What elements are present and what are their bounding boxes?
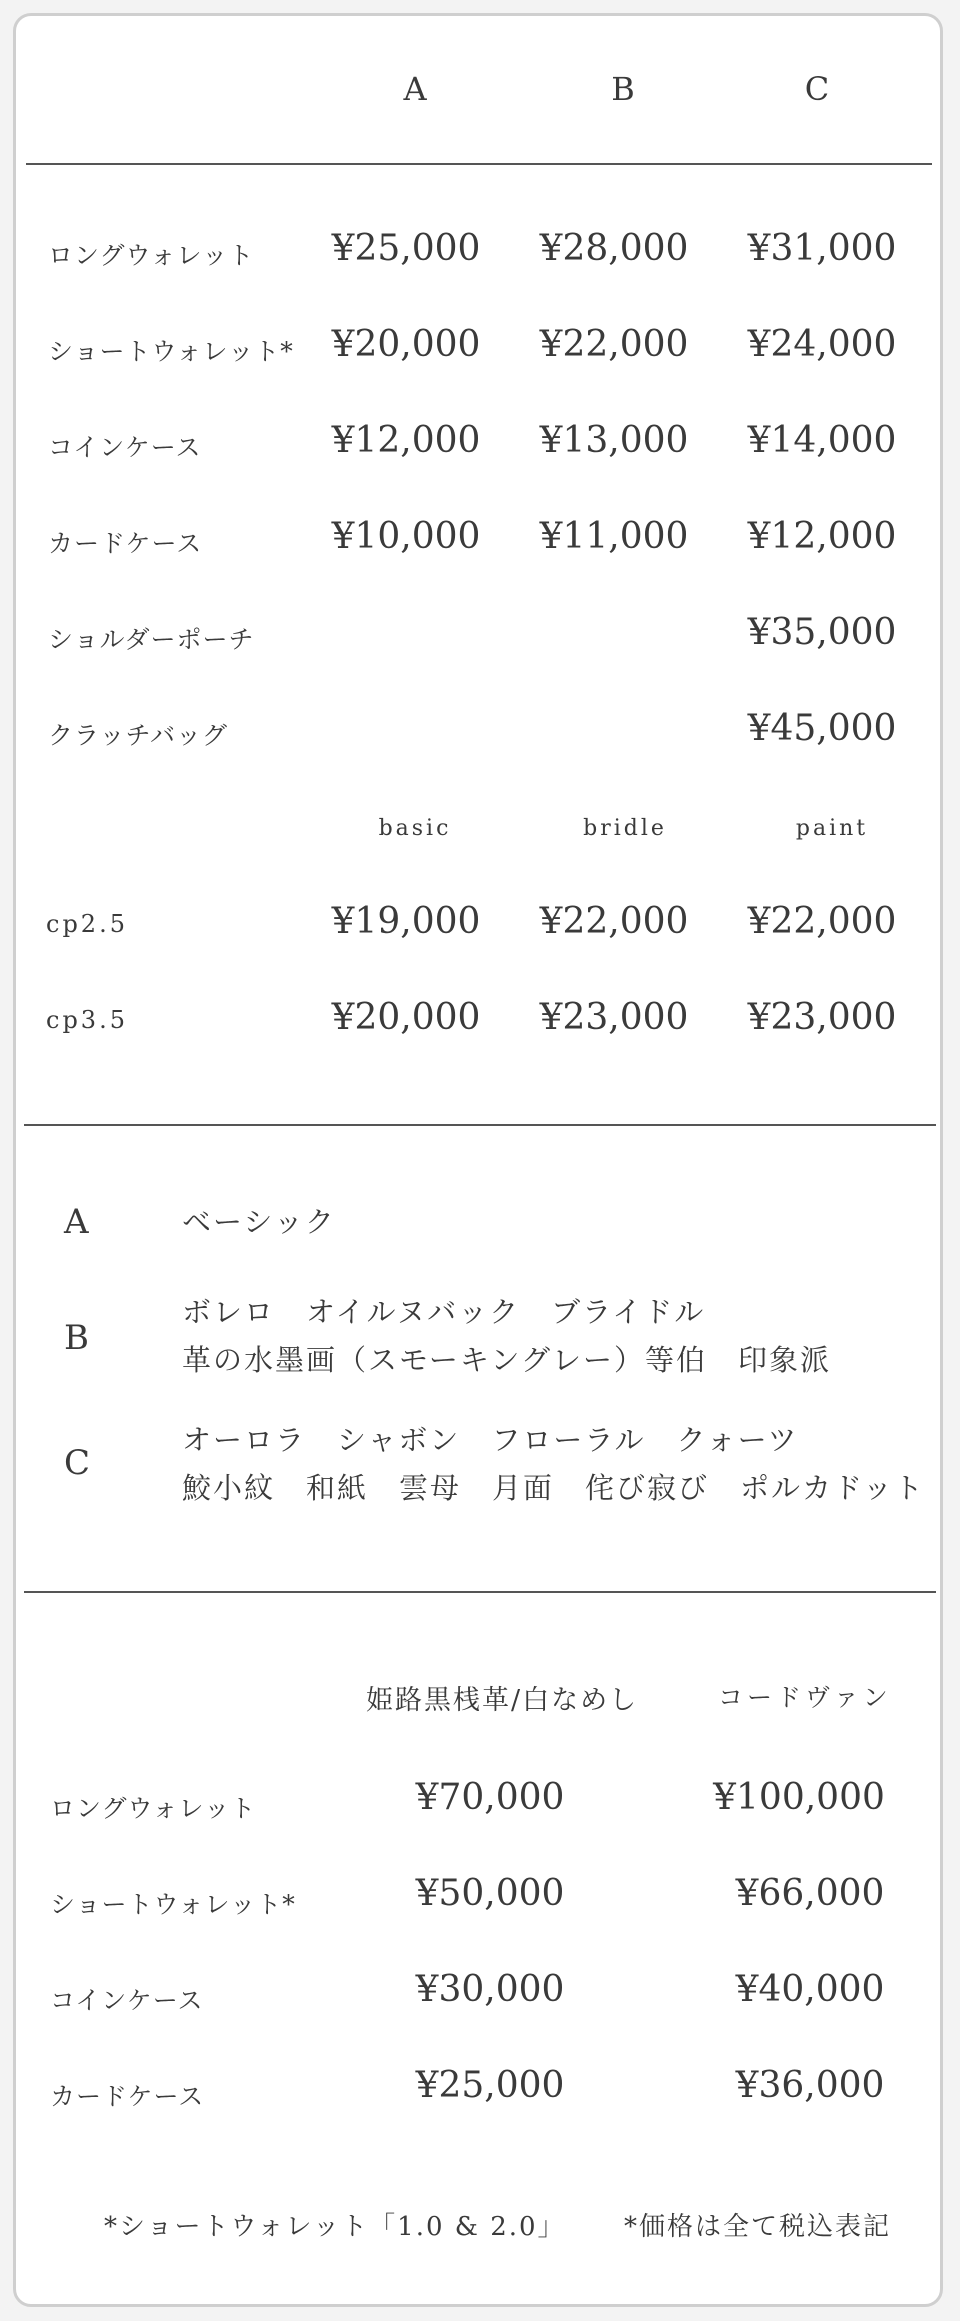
row-label: ショートウォレット* xyxy=(48,337,294,366)
price-cell: ¥70,000 xyxy=(415,1777,565,1818)
row-label: クラッチバッグ xyxy=(48,721,229,750)
price-cell: ¥22,000 xyxy=(539,324,689,365)
legend-text: ボレロ オイルヌバック ブライドル xyxy=(182,1295,706,1329)
price-cell: ¥35,000 xyxy=(747,612,897,653)
table2-header-himeji: 姫路黒桟革/白なめし xyxy=(366,1685,639,1716)
price-cell: ¥22,000 xyxy=(747,901,897,942)
legend-key-c: C xyxy=(64,1443,91,1483)
price-cell: ¥14,000 xyxy=(747,420,897,461)
legend-key-b: B xyxy=(64,1318,89,1358)
sub-header-paint: paint xyxy=(795,816,869,841)
price-cell: ¥11,000 xyxy=(539,516,689,557)
price-cell: ¥10,000 xyxy=(331,516,481,557)
price-cell: ¥36,000 xyxy=(735,2065,885,2106)
price-cell: ¥23,000 xyxy=(747,997,897,1038)
price-cell: ¥12,000 xyxy=(331,420,481,461)
legend-text: ベーシック xyxy=(182,1205,336,1239)
divider xyxy=(24,1124,936,1126)
row-label: ショートウォレット* xyxy=(50,1890,296,1919)
sub-header-bridle: bridle xyxy=(583,816,667,841)
row-label: cp3.5 xyxy=(46,1006,128,1034)
price-cell: ¥45,000 xyxy=(747,708,897,749)
table1-header-b: B xyxy=(611,70,635,108)
row-label: cp2.5 xyxy=(46,910,128,938)
price-cell: ¥30,000 xyxy=(415,1969,565,2010)
footnote-tax: *価格は全て税込表記 xyxy=(624,2212,892,2242)
price-cell: ¥12,000 xyxy=(747,516,897,557)
price-cell: ¥100,000 xyxy=(713,1777,885,1818)
price-cell: ¥20,000 xyxy=(331,324,481,365)
price-cell: ¥25,000 xyxy=(331,228,481,269)
row-label: カードケース xyxy=(50,2082,205,2111)
price-cell: ¥24,000 xyxy=(747,324,897,365)
price-cell: ¥22,000 xyxy=(539,901,689,942)
price-cell: ¥20,000 xyxy=(331,997,481,1038)
price-cell: ¥28,000 xyxy=(539,228,689,269)
price-cell: ¥50,000 xyxy=(415,1873,565,1914)
row-label: コインケース xyxy=(50,1986,204,2015)
table1-header-a: A xyxy=(403,70,427,108)
divider xyxy=(26,163,932,165)
price-cell: ¥31,000 xyxy=(747,228,897,269)
legend-text: オーロラ シャボン フローラル クォーツ xyxy=(182,1423,799,1457)
price-cell: ¥23,000 xyxy=(539,997,689,1038)
legend-text: 鮫小紋 和紙 雲母 月面 侘び寂び ポルカドット xyxy=(182,1471,925,1505)
row-label: カードケース xyxy=(48,529,203,558)
price-cell: ¥25,000 xyxy=(415,2065,565,2106)
row-label: コインケース xyxy=(48,433,202,462)
table1-header-c: C xyxy=(804,70,830,108)
legend-key-a: A xyxy=(64,1202,89,1242)
table2-header-cordovan: コードヴァン xyxy=(718,1683,892,1712)
price-cell: ¥19,000 xyxy=(331,901,481,942)
divider xyxy=(24,1591,936,1593)
sub-header-basic: basic xyxy=(378,816,452,841)
price-cell: ¥40,000 xyxy=(735,1969,885,2010)
price-cell: ¥13,000 xyxy=(539,420,689,461)
row-label: ショルダーポーチ xyxy=(48,625,255,654)
price-cell: ¥66,000 xyxy=(735,1873,885,1914)
legend-text: 革の水墨画（スモーキングレー）等伯 印象派 xyxy=(182,1343,831,1377)
footnote-short-wallet: *ショートウォレット「1.0 & 2.0」 xyxy=(104,2212,566,2242)
row-label: ロングウォレット xyxy=(50,1794,257,1823)
row-label: ロングウォレット xyxy=(48,241,255,270)
